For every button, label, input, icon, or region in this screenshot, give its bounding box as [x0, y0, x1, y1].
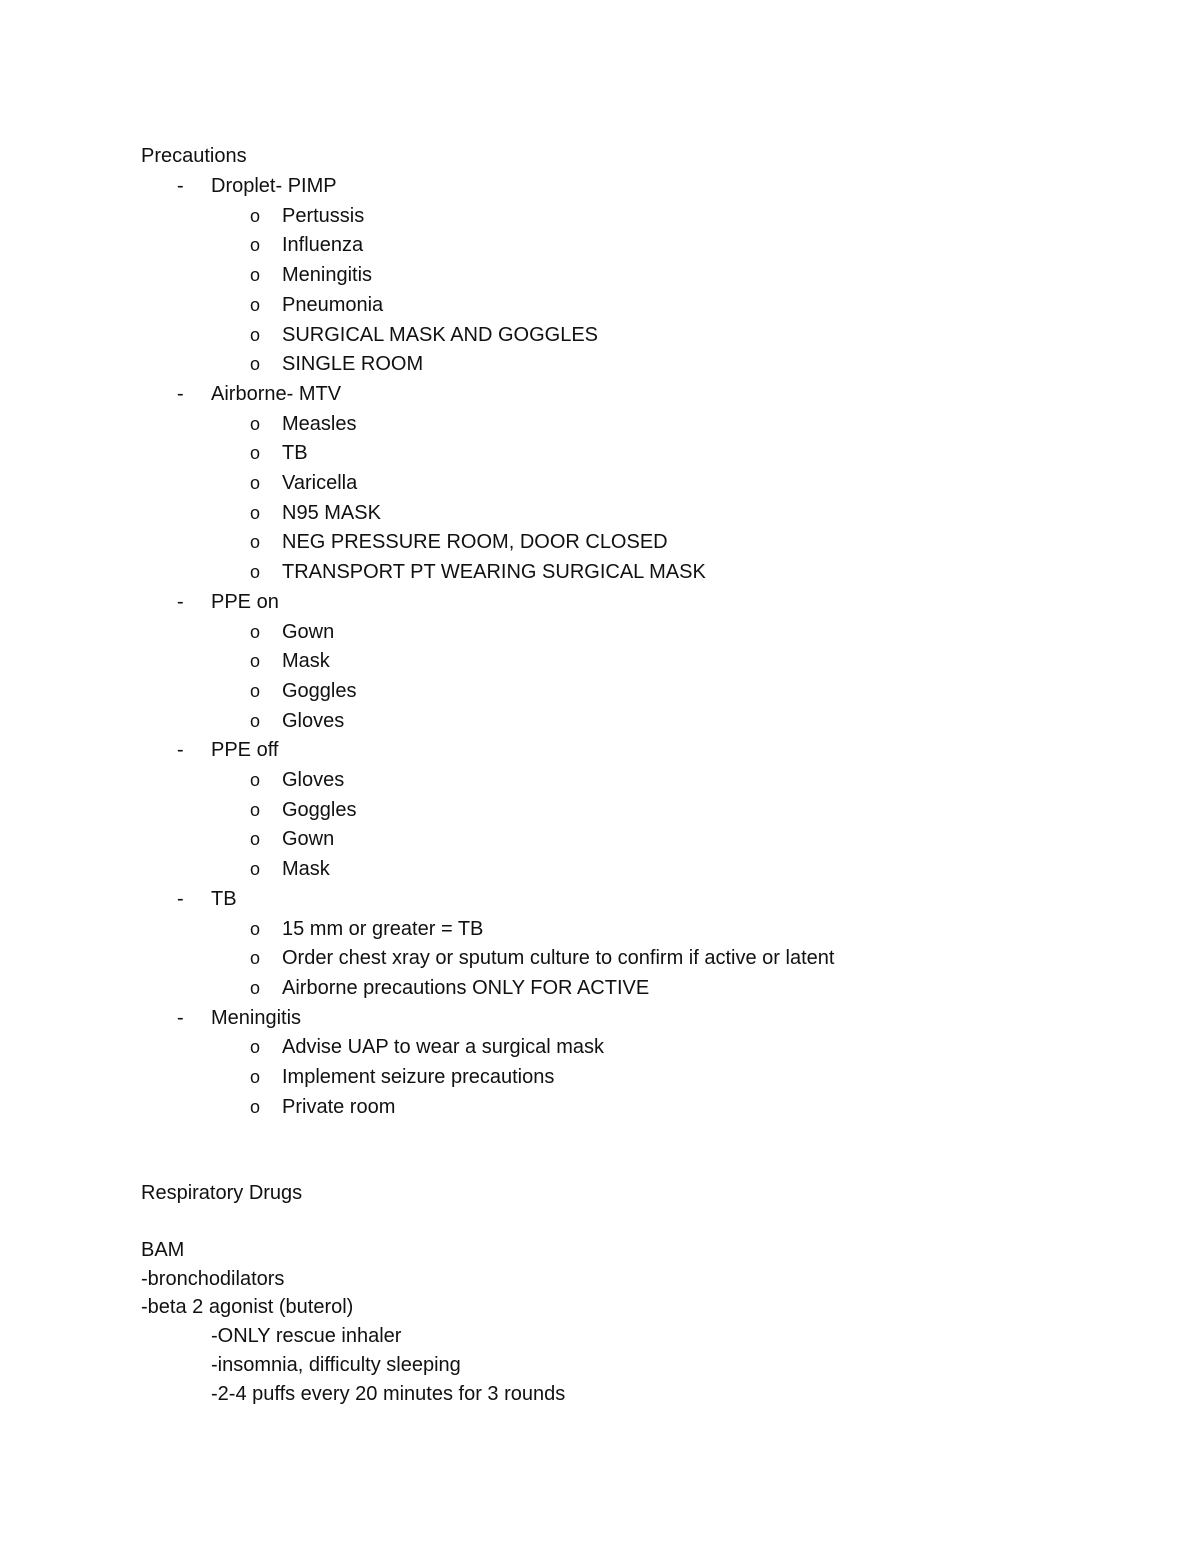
circle-bullet-icon: o	[249, 651, 260, 671]
precaution-item: SINGLE ROOM	[282, 353, 424, 375]
dash-bullet: -	[177, 591, 184, 613]
precaution-category: PPE off	[211, 739, 279, 761]
circle-bullet-icon: o	[249, 978, 260, 998]
precaution-category: Airborne- MTV	[211, 383, 342, 405]
precaution-item: Mask	[282, 858, 330, 880]
precautions-heading: Precautions	[141, 145, 247, 167]
circle-bullet-icon: o	[249, 919, 260, 939]
circle-bullet-icon: o	[249, 532, 260, 552]
precaution-item: Implement seizure precautions	[282, 1066, 555, 1088]
precaution-item: Gown	[282, 828, 335, 850]
drug-line: -beta 2 agonist (buterol)	[141, 1296, 354, 1318]
circle-bullet-icon: o	[249, 443, 260, 463]
circle-bullet-icon: o	[249, 859, 260, 879]
precaution-category: Droplet- PIMP	[211, 175, 337, 197]
precaution-item: 15 mm or greater = TB	[282, 918, 484, 940]
circle-bullet-icon: o	[249, 829, 260, 849]
drug-subline: -insomnia, difficulty sleeping	[211, 1354, 461, 1376]
precaution-item: Airborne precautions ONLY FOR ACTIVE	[282, 977, 650, 999]
mnemonic-bam: BAM	[141, 1239, 185, 1261]
precaution-item: TRANSPORT PT WEARING SURGICAL MASK	[282, 561, 706, 583]
circle-bullet-icon: o	[249, 681, 260, 701]
precaution-item: Measles	[282, 413, 357, 435]
circle-bullet-icon: o	[249, 800, 260, 820]
respiratory-drugs-heading: Respiratory Drugs	[141, 1182, 303, 1204]
precaution-item: Mask	[282, 650, 330, 672]
precaution-item: Gown	[282, 621, 335, 643]
drug-subline: -2-4 puffs every 20 minutes for 3 rounds	[211, 1383, 566, 1405]
dash-bullet: -	[177, 383, 184, 405]
circle-bullet-icon: o	[249, 1067, 260, 1087]
precaution-item: Gloves	[282, 710, 345, 732]
circle-bullet-icon: o	[249, 1097, 260, 1117]
dash-bullet: -	[177, 1007, 184, 1029]
circle-bullet-icon: o	[249, 770, 260, 790]
precaution-item: Gloves	[282, 769, 345, 791]
circle-bullet-icon: o	[249, 265, 260, 285]
circle-bullet-icon: o	[249, 235, 260, 255]
drug-subline: -ONLY rescue inhaler	[211, 1325, 402, 1347]
circle-bullet-icon: o	[249, 562, 260, 582]
circle-bullet-icon: o	[249, 948, 260, 968]
precaution-item: NEG PRESSURE ROOM, DOOR CLOSED	[282, 531, 668, 553]
precaution-item: Pertussis	[282, 205, 365, 227]
precaution-item: Goggles	[282, 799, 357, 821]
circle-bullet-icon: o	[249, 325, 260, 345]
circle-bullet-icon: o	[249, 622, 260, 642]
precaution-item: TB	[282, 442, 308, 464]
dash-bullet: -	[177, 888, 184, 910]
dash-bullet: -	[177, 175, 184, 197]
circle-bullet-icon: o	[249, 295, 260, 315]
drug-line: -bronchodilators	[141, 1268, 285, 1290]
precaution-item: Meningitis	[282, 264, 373, 286]
precaution-item: Pneumonia	[282, 294, 384, 316]
precaution-item: Influenza	[282, 234, 364, 256]
dash-bullet: -	[177, 739, 184, 761]
precaution-category: PPE on	[211, 591, 279, 613]
precaution-category: Meningitis	[211, 1007, 302, 1029]
precaution-item: Goggles	[282, 680, 357, 702]
circle-bullet-icon: o	[249, 711, 260, 731]
circle-bullet-icon: o	[249, 354, 260, 374]
precaution-item: N95 MASK	[282, 502, 381, 524]
precaution-category: TB	[211, 888, 237, 910]
precaution-item: Varicella	[282, 472, 358, 494]
precaution-item: SURGICAL MASK AND GOGGLES	[282, 324, 599, 346]
circle-bullet-icon: o	[249, 206, 260, 226]
precaution-item: Private room	[282, 1096, 396, 1118]
circle-bullet-icon: o	[249, 414, 260, 434]
circle-bullet-icon: o	[249, 473, 260, 493]
circle-bullet-icon: o	[249, 1037, 260, 1057]
circle-bullet-icon: o	[249, 503, 260, 523]
precaution-item: Advise UAP to wear a surgical mask	[282, 1036, 604, 1058]
precaution-item: Order chest xray or sputum culture to confirm if active or latent	[282, 947, 835, 969]
